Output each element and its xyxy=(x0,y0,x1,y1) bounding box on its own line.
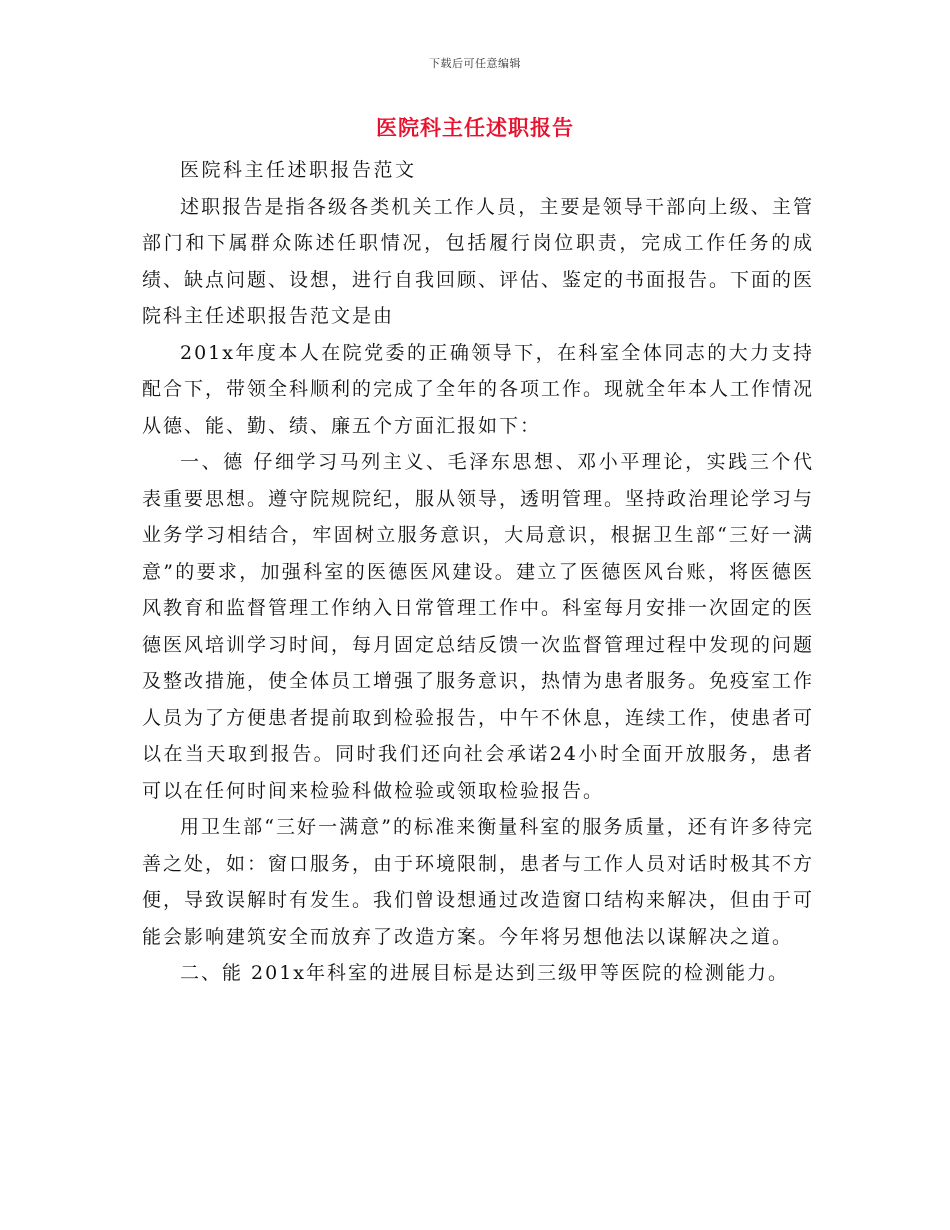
document-title: 医院科主任述职报告 xyxy=(376,115,574,140)
paragraph-ability: 二、能 201x年科室的进展目标是达到三级甲等医院的检测能力。 xyxy=(180,962,790,984)
document-body xyxy=(142,152,814,992)
paragraph-virtue: 一、德 仔细学习马列主义、毛泽东思想、邓小平理论，实践三个代表重要思想。遵守院规院纪，服从领导，透明管理。坚持政治理论学习与业务学习相结合，牢固树立服务意识，大局意识，根据卫生部“三好一满意”的要求，加强科室的医德医风建设。建立了医德医风台账，将医德医风教育和监督管理工作纳入日常管理工作中。科室每月安排一次固定的医德医风培训学习时间，每月固定总结反馈一次监督管理过程中发现的问题及整改措施，使全体员工增强了服务意识，热情为患者服务。免疫室工作人员为了方便患者提前取到检验报告，中午不休息，连续工作，使患者可以在当天取到报告。同时我们还向社会承诺24小时全面开放服务，患者可以在任何时间来检验科做检验或领取检验报告。 xyxy=(142,451,815,802)
paragraph-overview: 201x年度本人在院党委的正确领导下，在科室全体同志的大力支持配合下，带领全科顺利的完成了全年的各项工作。现就全年本人工作情况从德、能、勤、绩、廉五个方面汇报如下： xyxy=(142,341,815,437)
paragraph-subtitle: 医院科主任述职报告范文 xyxy=(180,159,417,181)
paragraph-service-quality: 用卫生部“三好一满意”的标准来衡量科室的服务质量，还有许多待完善之处，如：窗口服务，由于环境限制，患者与工作人员对话时极其不方便，导致误解时有发生。我们曾设想通过改造窗口结构来解决，但由于可能会影响建筑安全而放弃了改造方案。今年将另想他法以谋解决之道。 xyxy=(142,816,815,948)
paragraph-intro: 述职报告是指各级各类机关工作人员，主要是领导干部向上级、主管部门和下属群众陈述任职情况，包括履行岗位职责，完成工作任务的成绩、缺点问题、设想，进行自我回顾、评估、鉴定的书面报告。下面的医院科主任述职报告范文是由 xyxy=(142,195,815,327)
header-note: 下载后可任意编辑 xyxy=(429,57,521,70)
